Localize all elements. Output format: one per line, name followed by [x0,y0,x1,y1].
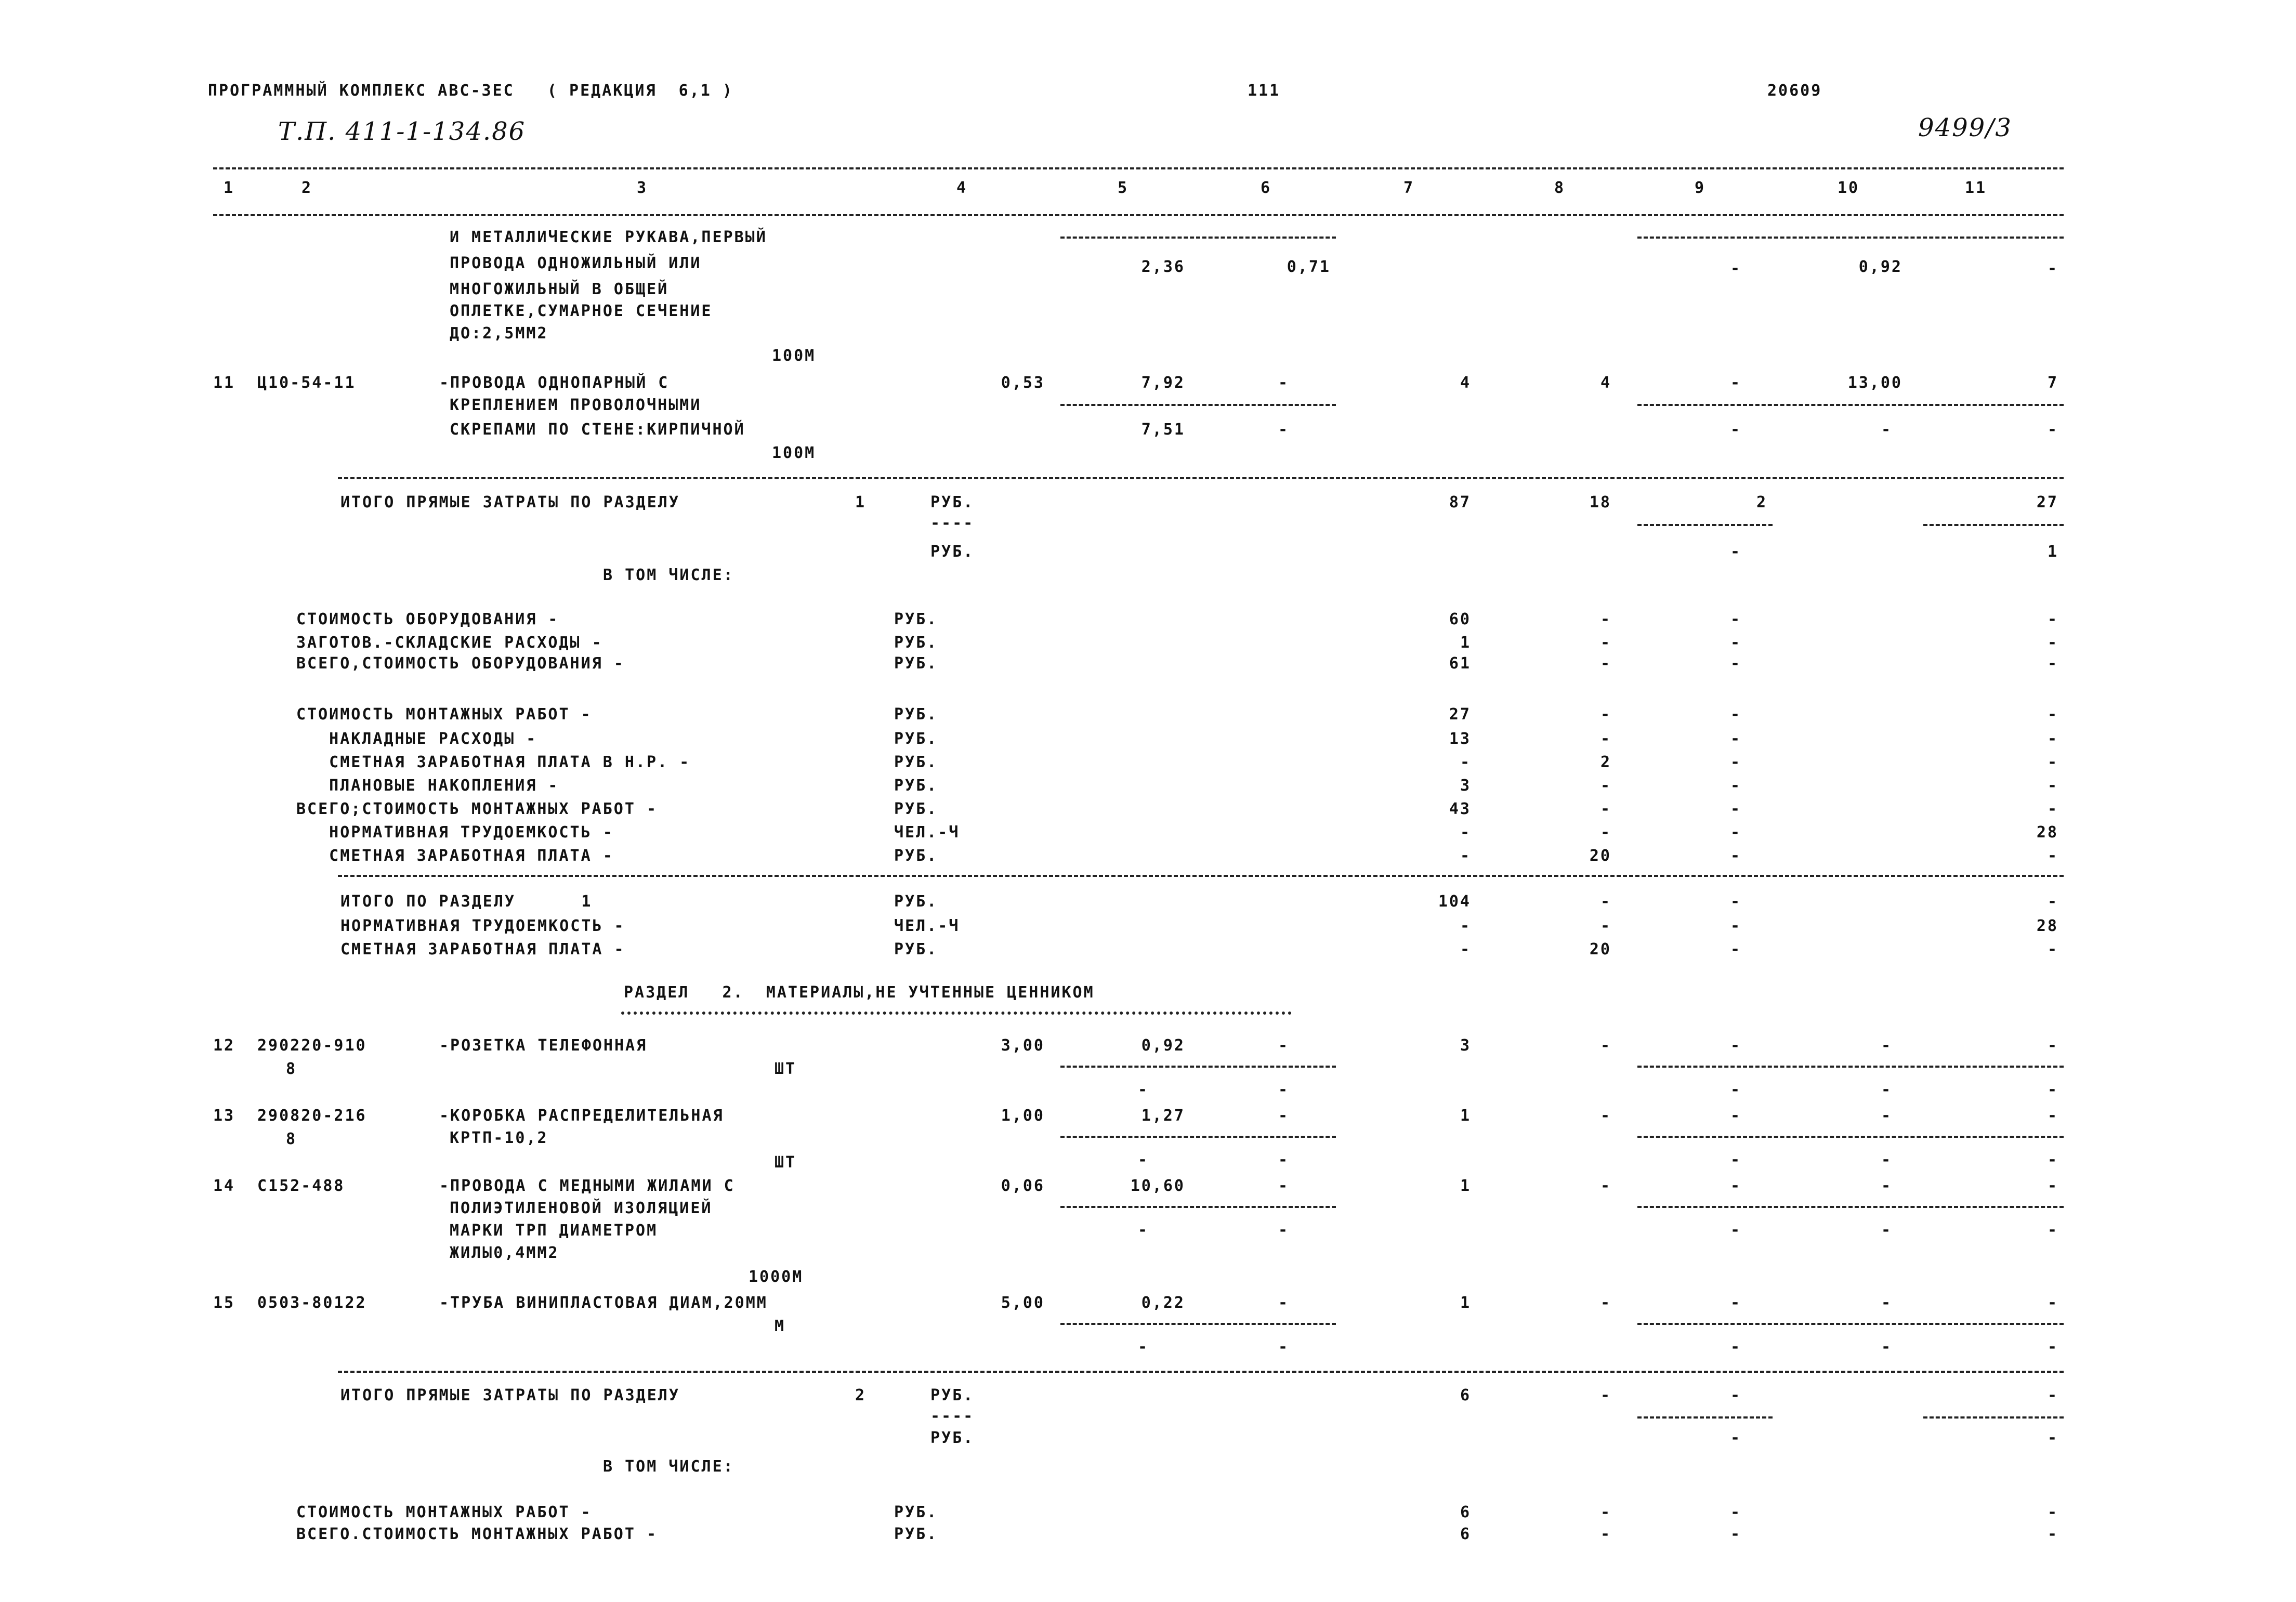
cell-c7: 1 [1460,634,1471,652]
cell-c8: - [1600,1294,1611,1312]
unit: РУБ. [894,777,938,795]
cell-c4: 3,00 [1001,1036,1045,1055]
cell-c8: 4 [1600,374,1611,392]
page-number: 111 [1248,82,1281,100]
cell-c7: 6 [1460,1503,1471,1521]
cell-c10: - [1881,1221,1892,1239]
unit: ЧЕЛ.-Ч [894,823,960,842]
col-9: 9 [1695,179,1706,197]
cell-c6: - [1278,1177,1289,1195]
cell-c10: - [1881,421,1892,439]
cell-c11: - [2047,610,2058,628]
row-label: СМЕТНАЯ ЗАРАБОТНАЯ ПЛАТА - [296,847,614,865]
cell-c9: - [1730,1294,1741,1312]
cell-c10: 13,00 [1847,374,1903,392]
cell-c8: - [1600,610,1611,628]
cell-c9: 2 [1756,493,1767,511]
cell-c8: - [1600,1386,1611,1404]
cell-c9: - [1730,543,1741,561]
cell-c4: 5,00 [1001,1294,1045,1312]
cell-c8: - [1600,1107,1611,1125]
item-desc: МАРКИ ТРП ДИАМЕТРОМ [450,1222,658,1240]
row-label: СМЕТНАЯ ЗАРАБОТНАЯ ПЛАТА - [340,940,625,958]
col-2: 2 [301,179,313,197]
cell-c11: - [2047,1338,2058,1356]
cell-c11: 1 [2047,543,2058,561]
cell-c11: - [2047,1221,2058,1239]
cell-c11: - [2047,730,2058,748]
item-desc: -РОЗЕТКА ТЕЛЕФОННАЯ [439,1036,648,1055]
cell-c5: 10,60 [1130,1177,1185,1195]
cell-c11: - [2047,634,2058,652]
cell-c8: - [1600,1177,1611,1195]
item-number: 13 [213,1107,235,1125]
item-unit: М [775,1317,786,1335]
cell-c9: - [1730,705,1741,724]
item-unit: ШТ [775,1060,797,1078]
cell-c7: 4 [1460,374,1471,392]
divider [213,167,2064,169]
divider [1637,1136,2064,1138]
cell-c8: - [1600,800,1611,818]
cell-c7: 6 [1460,1386,1471,1404]
unit: РУБ. [894,940,938,958]
cell-c8: 20 [1589,847,1611,865]
cell-c9: - [1730,917,1741,935]
item-desc: СКРЕПАМИ ПО СТЕНЕ:КИРПИЧНОЙ [450,421,745,439]
cell-c11: - [2047,940,2058,958]
cell-c11: 7 [2047,374,2058,392]
cell-c8: - [1600,917,1611,935]
item-desc: КРТП-10,2 [450,1129,548,1147]
cell-c9: - [1730,1338,1741,1356]
cell-c9: - [1730,1107,1741,1125]
cell-c6: - [1278,374,1289,392]
item-number: 12 [213,1036,235,1055]
item-unit: ШТ [775,1153,797,1172]
divider [1923,524,2064,526]
cell-c7: 27 [1449,705,1471,724]
item-code: Ц10-54-11 [257,374,356,392]
total-section: 1 [855,493,867,511]
cell-c5: - [1137,1221,1149,1239]
cell-c9: - [1730,634,1741,652]
cell-c9: - [1730,1386,1741,1404]
col-4: 4 [956,179,968,197]
row-label: СТОИМОСТЬ МОНТАЖНЫХ РАБОТ - [296,1503,592,1521]
cell-c7: 104 [1438,892,1471,911]
cell-c9: - [1730,1081,1741,1099]
row-label: ВСЕГО;СТОИМОСТЬ МОНТАЖНЫХ РАБОТ - [296,800,658,818]
cell-c5: 7,92 [1141,374,1185,392]
cell-c11: - [2047,1503,2058,1521]
cell-c7: 3 [1460,777,1471,795]
cell-c11: - [2047,1036,2058,1055]
cell-c8: 20 [1589,940,1611,958]
cell-c9: - [1730,374,1741,392]
program-header: ПРОГРАММНЫЙ КОМПЛЕКС АВС-3ЕС ( РЕДАКЦИЯ 6,1 ) [208,82,733,100]
cell-c11: - [2047,421,2058,439]
row-label: НОРМАТИВНАЯ ТРУДОЕМКОСТЬ - [296,823,614,842]
cell-c9: - [1730,730,1741,748]
cell-c11: - [2047,1386,2058,1404]
cell-c11: - [2047,847,2058,865]
cell-c8: - [1600,1036,1611,1055]
project-number: Т.П. 411-1-134.86 [278,117,526,146]
col-11: 11 [1965,179,1987,197]
cell-c8: - [1600,1503,1611,1521]
cell-c11: - [2047,705,2058,724]
item-code: 0503-80122 [257,1294,367,1312]
cell-c9: - [1730,610,1741,628]
unit: РУБ. [894,892,938,911]
cell-c5: 7,51 [1141,421,1185,439]
col-8: 8 [1554,179,1566,197]
doc-code: 20609 [1767,82,1822,100]
cell-c9: - [1730,1525,1741,1543]
cell-c7: 13 [1449,730,1471,748]
cell-c11: - [2047,1151,2058,1169]
cell-c6: - [1278,1221,1289,1239]
cell-c5: 2,36 [1141,258,1185,276]
divider [1060,1206,1336,1208]
cell-c6: - [1278,1151,1289,1169]
cell-c6: - [1278,421,1289,439]
cell-c4: 0,06 [1001,1177,1045,1195]
cell-c7: 3 [1460,1036,1471,1055]
cell-c9: - [1730,1221,1741,1239]
cell-c7: 61 [1449,654,1471,673]
unit: РУБ. [930,543,975,561]
cell-c9: - [1730,892,1741,911]
divider [1637,1323,2064,1325]
unit: РУБ. [894,1503,938,1521]
unit: РУБ. [894,634,938,652]
cell-c6: 0,71 [1287,258,1331,276]
cell-c7: - [1460,823,1471,842]
divider [1637,1066,2064,1068]
cell-c7: - [1460,847,1471,865]
total-label: ИТОГО ПРЯМЫЕ ЗАТРАТЫ ПО РАЗДЕЛУ [340,1386,680,1404]
unit: РУБ. [930,493,975,511]
cell-c11: - [2047,753,2058,771]
col-7: 7 [1403,179,1415,197]
cell-c11: - [2047,654,2058,673]
divider [1060,1066,1336,1068]
document-number: 9499/3 [1918,113,2012,142]
item-desc: -ТРУБА ВИНИПЛАСТОВАЯ ДИАМ,20ММ [439,1294,768,1312]
row-label: ЗАГОТОВ.-СКЛАДСКИЕ РАСХОДЫ - [296,634,603,652]
including-label: В ТОМ ЧИСЛЕ: [603,566,734,584]
unit: РУБ. [894,847,938,865]
total-label: ИТОГО ПРЯМЫЕ ЗАТРАТЫ ПО РАЗДЕЛУ [340,493,680,511]
cell-c4: 0,53 [1001,374,1045,392]
divider [213,214,2064,216]
row-label: СТОИМОСТЬ ОБОРУДОВАНИЯ - [296,610,559,628]
cell-c10: - [1881,1107,1892,1125]
item-desc: -ПРОВОДА ОДНОПАРНЫЙ С [439,374,670,392]
item-unit: 100М [772,347,816,365]
unit: РУБ. [930,1429,975,1447]
divider [1060,404,1336,406]
cell-c7: 60 [1449,610,1471,628]
divider [1637,1206,2064,1208]
item-code: С152-488 [257,1177,345,1195]
cell-c8: 2 [1600,753,1611,771]
cell-c8: - [1600,705,1611,724]
item-code: 290220-910 [257,1036,367,1055]
item-code-suffix: 8 [286,1060,297,1078]
cell-c8: - [1600,777,1611,795]
item-desc: МНОГОЖИЛЬНЫЙ В ОБЩЕЙ [450,280,669,298]
cell-c9: - [1730,823,1741,842]
cell-c6: - [1278,1294,1289,1312]
cell-c7: - [1460,940,1471,958]
cell-c6: - [1278,1081,1289,1099]
divider [1923,1416,2064,1419]
divider [338,477,2064,479]
cell-c11: 28 [2036,917,2058,935]
including-label: В ТОМ ЧИСЛЕ: [603,1457,734,1476]
cell-c8: - [1600,823,1611,842]
row-label: СМЕТНАЯ ЗАРАБОТНАЯ ПЛАТА В Н.Р. - [296,753,691,771]
divider [1637,1416,1773,1419]
unit: РУБ. [894,800,938,818]
unit: РУБ. [894,705,938,724]
cell-c6: - [1278,1107,1289,1125]
divider [1060,1136,1336,1138]
unit-separator: ---- [930,514,975,532]
cell-c11: - [2047,1429,2058,1447]
row-label: ПЛАНОВЫЕ НАКОПЛЕНИЯ - [296,777,559,795]
unit: РУБ. [894,1525,938,1543]
cell-c10: - [1881,1294,1892,1312]
divider [1637,524,1773,526]
item-unit: 100М [772,444,816,462]
cell-c11: - [2047,800,2058,818]
divider [1637,237,2064,239]
cell-c7: - [1460,753,1471,771]
cell-c10: 0,92 [1858,258,1903,276]
item-desc: ДО:2,5ММ2 [450,324,548,343]
cell-c5: 0,22 [1141,1294,1185,1312]
cell-c9: - [1730,847,1741,865]
item-desc: -КОРОБКА РАСПРЕДЕЛИТЕЛЬНАЯ [439,1107,724,1125]
item-desc: И МЕТАЛЛИЧЕСКИЕ РУКАВА,ПЕРВЫЙ [450,228,767,246]
cell-c8: - [1600,634,1611,652]
unit: РУБ. [894,610,938,628]
cell-c5: - [1137,1081,1149,1099]
cell-c5: - [1137,1151,1149,1169]
cell-c11: - [2047,892,2058,911]
cell-c10: - [1881,1151,1892,1169]
unit: РУБ. [894,753,938,771]
item-desc: ПРОВОДА ОДНОЖИЛЬНЫЙ ИЛИ [450,254,702,272]
cell-c9: - [1730,259,1741,278]
row-label: ВСЕГО.СТОИМОСТЬ МОНТАЖНЫХ РАБОТ - [296,1525,658,1543]
cell-c8: - [1600,892,1611,911]
cell-c11: - [2047,259,2058,278]
cell-c11: - [2047,1107,2058,1125]
cell-c9: - [1730,1151,1741,1169]
cell-c11: - [2047,1525,2058,1543]
cell-c8: - [1600,730,1611,748]
cell-c9: - [1730,421,1741,439]
item-number: 15 [213,1294,235,1312]
cell-c5: 1,27 [1141,1107,1185,1125]
divider [338,1371,2064,1373]
cell-c9: - [1730,1177,1741,1195]
col-5: 5 [1118,179,1129,197]
section-title: РАЗДЕЛ 2. МАТЕРИАЛЫ,НЕ УЧТЕННЫЕ ЦЕННИКОМ [624,983,1095,1002]
cell-c8: 18 [1589,493,1611,511]
unit: РУБ. [930,1386,975,1404]
cell-c6: - [1278,1338,1289,1356]
cell-c9: - [1730,940,1741,958]
cell-c8: - [1600,654,1611,673]
cell-c4: 1,00 [1001,1107,1045,1125]
cell-c7: 6 [1460,1525,1471,1543]
item-number: 14 [213,1177,235,1195]
cell-c7: 43 [1449,800,1471,818]
item-desc: КРЕПЛЕНИЕМ ПРОВОЛОЧНЫМИ [450,396,702,414]
item-unit: 1000М [749,1268,804,1286]
item-desc: ОПЛЕТКЕ,СУМАРНОЕ СЕЧЕНИЕ [450,302,713,320]
cell-c11: - [2047,1177,2058,1195]
cell-c7: 1 [1460,1294,1471,1312]
unit: ЧЕЛ.-Ч [894,917,960,935]
cell-c9: - [1730,1036,1741,1055]
divider [1637,404,2064,406]
cell-c10: - [1881,1338,1892,1356]
cell-c11: - [2047,1294,2058,1312]
row-label: НОРМАТИВНАЯ ТРУДОЕМКОСТЬ - [340,917,625,935]
cell-c7: 87 [1449,493,1471,511]
divider [1060,1323,1336,1325]
cell-c6: - [1278,1036,1289,1055]
item-code: 290820-216 [257,1107,367,1125]
row-label: СТОИМОСТЬ МОНТАЖНЫХ РАБОТ - [296,705,592,724]
cell-c7: - [1460,917,1471,935]
cell-c8: - [1600,1525,1611,1543]
cell-c5: 0,92 [1141,1036,1185,1055]
col-10: 10 [1838,179,1860,197]
col-6: 6 [1261,179,1272,197]
cell-c11: 27 [2036,493,2058,511]
cell-c10: - [1881,1177,1892,1195]
item-desc: -ПРОВОДА С МЕДНЫМИ ЖИЛАМИ С [439,1177,735,1195]
cell-c9: - [1730,800,1741,818]
cell-c11: - [2047,777,2058,795]
item-code-suffix: 8 [286,1130,297,1148]
cell-c11: - [2047,1081,2058,1099]
cell-c10: - [1881,1036,1892,1055]
cell-c9: - [1730,1429,1741,1447]
row-label: НАКЛАДНЫЕ РАСХОДЫ - [296,730,537,748]
item-number: 11 [213,374,235,392]
divider [1060,237,1336,239]
col-1: 1 [224,179,235,197]
cell-c5: - [1137,1338,1149,1356]
cell-c9: - [1730,654,1741,673]
unit: РУБ. [894,730,938,748]
cell-c9: - [1730,777,1741,795]
row-label: ВСЕГО,СТОИМОСТЬ ОБОРУДОВАНИЯ - [296,654,625,673]
divider [338,875,2064,877]
unit: РУБ. [894,654,938,673]
row-label: ИТОГО ПО РАЗДЕЛУ 1 [340,892,593,911]
cell-c11: 28 [2036,823,2058,842]
item-desc: ЖИЛЫ0,4ММ2 [450,1244,559,1262]
cell-c9: - [1730,1503,1741,1521]
cell-c7: 1 [1460,1107,1471,1125]
title-underline [621,1012,1292,1015]
cell-c7: 1 [1460,1177,1471,1195]
cell-c9: - [1730,753,1741,771]
unit-separator: ---- [930,1407,975,1425]
total-section: 2 [855,1386,867,1404]
col-3: 3 [637,179,648,197]
item-desc: ПОЛИЭТИЛЕНОВОЙ ИЗОЛЯЦИЕЙ [450,1199,713,1217]
cell-c10: - [1881,1081,1892,1099]
